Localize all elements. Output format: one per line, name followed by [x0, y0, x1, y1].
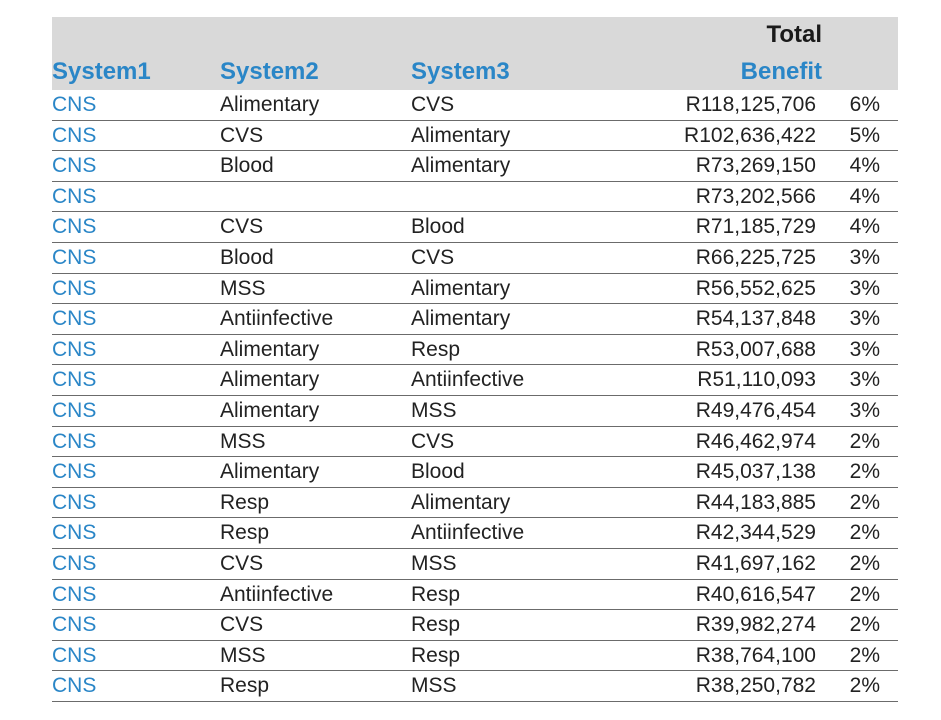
cell-system3: Resp: [411, 582, 461, 606]
cell-system2: Alimentary: [220, 460, 320, 484]
cell-system2: Antiinfective: [220, 582, 334, 606]
cell-system1: CNS: [52, 460, 97, 484]
cell-percent: 2%: [849, 674, 880, 698]
cell-system2: Alimentary: [220, 398, 320, 422]
cell-system3: Resp: [411, 337, 461, 361]
cell-system1: CNS: [52, 276, 97, 300]
cell-system1: CNS: [52, 123, 97, 147]
cell-benefit: R45,037,138: [695, 460, 816, 484]
header-system1: System1: [52, 58, 151, 85]
table-row: [52, 396, 898, 427]
table-row: [52, 274, 898, 305]
cell-percent: 2%: [849, 582, 880, 606]
cell-percent: 3%: [849, 398, 880, 422]
cell-system3: CVS: [411, 429, 455, 453]
cell-system1: CNS: [52, 215, 97, 239]
cell-system2: MSS: [220, 643, 266, 667]
table-row: [52, 365, 898, 396]
cell-system3: Antiinfective: [411, 521, 525, 545]
cell-system1: CNS: [52, 582, 97, 606]
cell-percent: 2%: [849, 551, 880, 575]
cell-benefit: R73,269,150: [695, 154, 816, 178]
cell-system3: MSS: [411, 551, 457, 575]
cell-system1: CNS: [52, 551, 97, 575]
cell-benefit: R40,616,547: [695, 582, 816, 606]
cell-system2: MSS: [220, 276, 266, 300]
cell-system1: CNS: [52, 398, 97, 422]
cell-percent: 2%: [849, 521, 880, 545]
cell-system1: CNS: [52, 613, 97, 637]
table-row: [52, 580, 898, 611]
benefit-table: [52, 17, 898, 702]
cell-benefit: R51,110,093: [697, 368, 816, 392]
table-row: [52, 427, 898, 458]
cell-system1: CNS: [52, 368, 97, 392]
cell-benefit: R42,344,529: [695, 521, 816, 545]
table-row: [52, 121, 898, 152]
table-header: [52, 17, 898, 90]
cell-benefit: R38,764,100: [695, 643, 816, 667]
cell-system3: Alimentary: [411, 123, 511, 147]
header-system2: System2: [220, 58, 319, 85]
table-row: [52, 151, 898, 182]
table-row: [52, 671, 898, 702]
cell-system2: Resp: [220, 521, 270, 545]
cell-percent: 3%: [849, 307, 880, 331]
cell-percent: 2%: [849, 429, 880, 453]
cell-benefit: R49,476,454: [695, 398, 816, 422]
cell-system3: Alimentary: [411, 307, 511, 331]
cell-system3: Alimentary: [411, 490, 511, 514]
cell-percent: 4%: [849, 154, 880, 178]
cell-benefit: R39,982,274: [695, 613, 816, 637]
cell-system1: CNS: [52, 337, 97, 361]
cell-system2: Alimentary: [220, 93, 320, 116]
cell-benefit: R56,552,625: [695, 276, 816, 300]
cell-system1: CNS: [52, 490, 97, 514]
cell-percent: 2%: [849, 460, 880, 484]
cell-percent: 3%: [849, 245, 880, 269]
table-row: [52, 182, 898, 213]
table-body: [52, 90, 898, 702]
table-row: [52, 610, 898, 641]
table-row: [52, 243, 898, 274]
cell-benefit: R54,137,848: [695, 307, 816, 331]
cell-system2: Alimentary: [220, 337, 320, 361]
cell-system3: MSS: [411, 674, 457, 698]
cell-percent: 6%: [849, 93, 880, 116]
cell-system1: CNS: [52, 521, 97, 545]
cell-benefit: R44,183,885: [695, 490, 816, 514]
cell-benefit: R102,636,422: [684, 123, 816, 147]
cell-system3: Alimentary: [411, 154, 511, 178]
cell-system2: CVS: [220, 215, 264, 239]
cell-system1: CNS: [52, 307, 97, 331]
cell-percent: 4%: [849, 215, 880, 239]
cell-system1: CNS: [52, 93, 97, 116]
cell-benefit: R53,007,688: [695, 337, 816, 361]
cell-percent: 3%: [849, 368, 880, 392]
cell-benefit: R66,225,725: [695, 245, 816, 269]
table-row: [52, 90, 898, 121]
cell-system2: Blood: [220, 154, 274, 178]
table-row: [52, 518, 898, 549]
cell-benefit: R73,202,566: [695, 184, 816, 208]
cell-percent: 4%: [849, 184, 880, 208]
cell-system3: Blood: [411, 215, 465, 239]
table-row: [52, 457, 898, 488]
cell-system2: Resp: [220, 490, 270, 514]
cell-benefit: R41,697,162: [695, 551, 816, 575]
cell-benefit: R46,462,974: [695, 429, 816, 453]
cell-system2: MSS: [220, 429, 266, 453]
header-system3: System3: [411, 58, 510, 85]
cell-percent: 3%: [849, 276, 880, 300]
header-total-label: Total: [766, 21, 822, 48]
cell-system2: CVS: [220, 123, 264, 147]
cell-system1: CNS: [52, 429, 97, 453]
cell-system1: CNS: [52, 245, 97, 269]
cell-percent: 2%: [849, 490, 880, 514]
cell-benefit: R118,125,706: [685, 93, 816, 116]
header-benefit-label: Benefit: [740, 58, 822, 85]
cell-system2: Antiinfective: [220, 307, 334, 331]
cell-system1: CNS: [52, 154, 97, 178]
cell-percent: 2%: [849, 643, 880, 667]
cell-system3: Resp: [411, 613, 461, 637]
cell-percent: 5%: [849, 123, 880, 147]
table-row: [52, 488, 898, 519]
cell-system3: Blood: [411, 460, 465, 484]
cell-percent: 2%: [849, 613, 880, 637]
cell-system3: CVS: [411, 93, 455, 116]
cell-system3: Antiinfective: [411, 368, 525, 392]
cell-system2: CVS: [220, 613, 264, 637]
cell-system3: Resp: [411, 643, 461, 667]
table-row: [52, 335, 898, 366]
cell-percent: 3%: [849, 337, 880, 361]
table-row: [52, 641, 898, 672]
cell-system2: Blood: [220, 245, 274, 269]
cell-system2: CVS: [220, 551, 264, 575]
table-row: [52, 212, 898, 243]
cell-system2: Alimentary: [220, 368, 320, 392]
cell-system1: CNS: [52, 184, 97, 208]
cell-system3: CVS: [411, 245, 455, 269]
table-row: [52, 304, 898, 335]
cell-system3: MSS: [411, 398, 457, 422]
cell-benefit: R38,250,782: [695, 674, 816, 698]
cell-system2: Resp: [220, 674, 270, 698]
cell-system3: Alimentary: [411, 276, 511, 300]
cell-benefit: R71,185,729: [695, 215, 816, 239]
cell-system1: CNS: [52, 643, 97, 667]
table-row: [52, 549, 898, 580]
cell-system1: CNS: [52, 674, 97, 698]
